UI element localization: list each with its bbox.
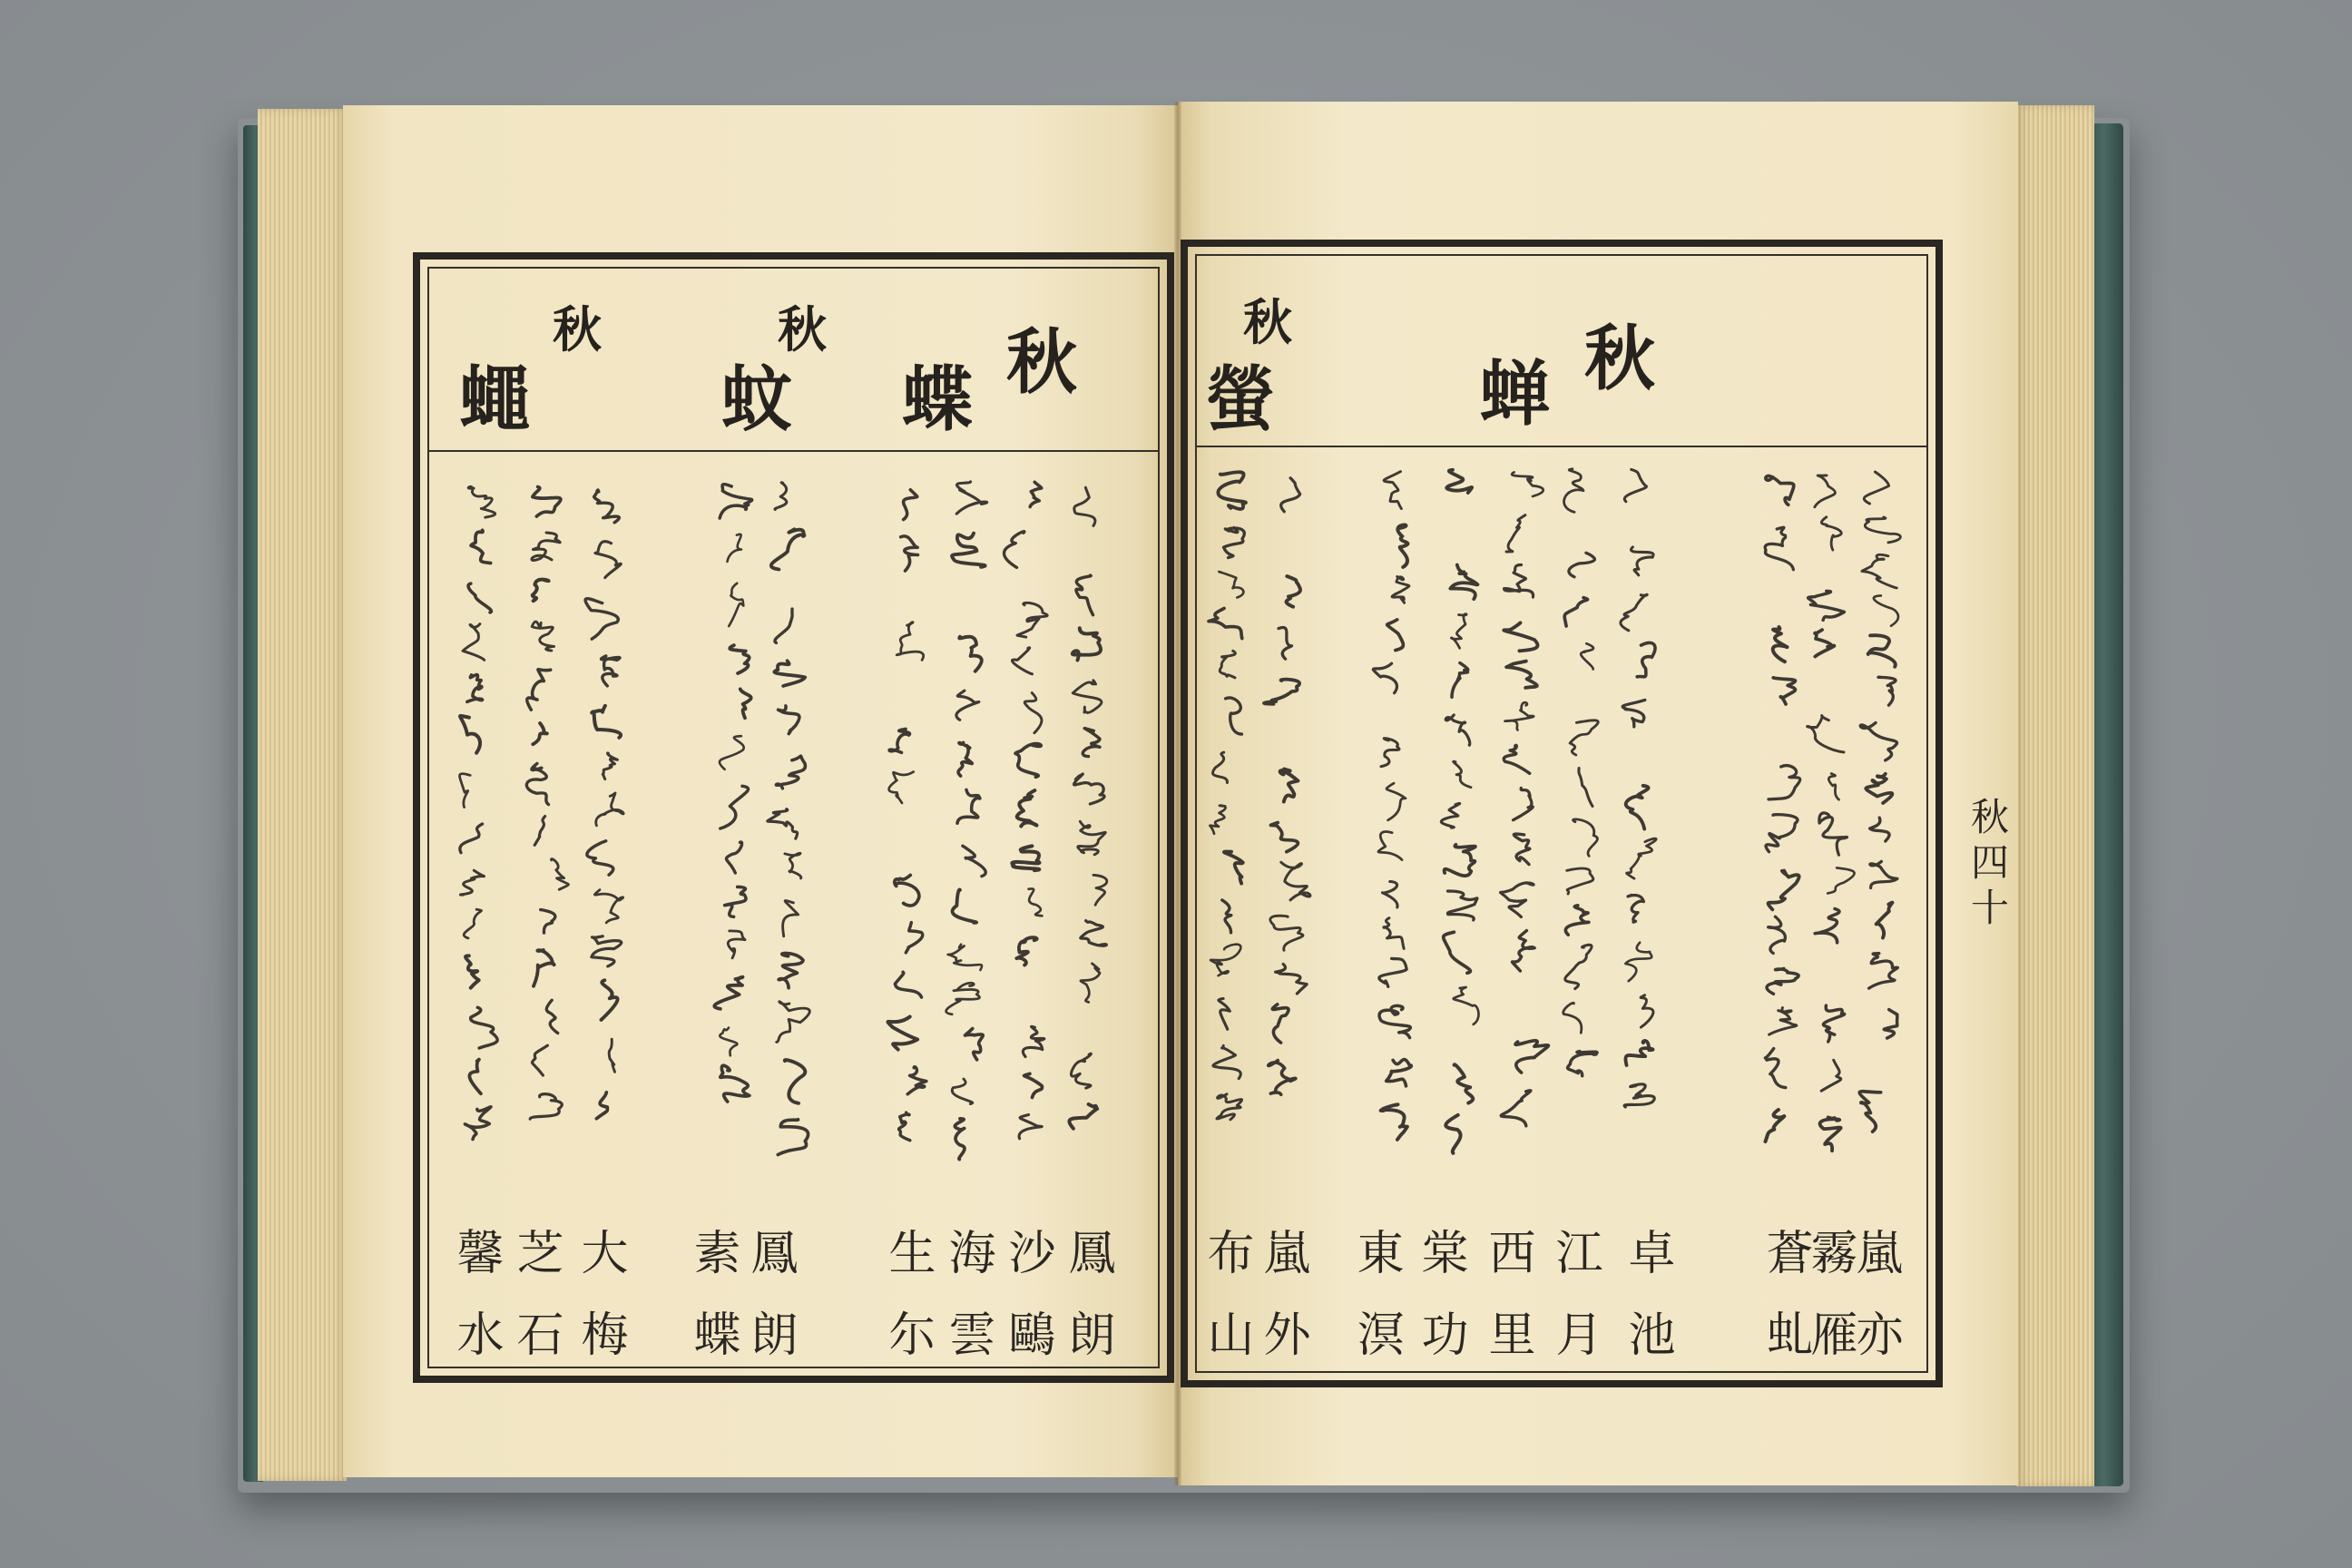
brush-stroke: [1447, 891, 1477, 920]
brush-stroke: [1500, 883, 1534, 917]
brush-stroke: [1808, 591, 1845, 620]
brush-stroke: [1505, 702, 1534, 730]
brush-stroke: [469, 1060, 480, 1094]
brush-stroke: [1454, 761, 1471, 788]
brush-stroke: [720, 736, 744, 769]
poet-name: 鳳朗: [1060, 1228, 1114, 1391]
brush-stroke: [595, 542, 621, 578]
brush-stroke: [1581, 643, 1593, 669]
brush-stroke: [1015, 744, 1041, 778]
brush-stroke: [526, 763, 548, 804]
brush-stroke: [783, 900, 799, 936]
brush-stroke: [1387, 620, 1404, 651]
brush-stroke: [774, 661, 805, 686]
brush-stroke: [1071, 1054, 1091, 1088]
brush-stroke: [467, 675, 483, 702]
brush-stroke: [532, 1045, 547, 1075]
brush-stroke: [1870, 861, 1897, 887]
brush-stroke: [1384, 918, 1404, 949]
brush-stroke: [602, 980, 618, 1020]
brush-stroke: [1819, 813, 1847, 855]
brush-stroke: [899, 1112, 910, 1141]
brush-stroke: [1445, 845, 1475, 876]
poem-line: [1563, 469, 1598, 1076]
brush-stroke: [1828, 867, 1854, 893]
brush-stroke: [1281, 478, 1300, 512]
brush-stroke: [965, 1029, 983, 1060]
brush-stroke: [546, 1000, 557, 1033]
brush-stroke: [1631, 547, 1653, 575]
brush-stroke: [594, 890, 622, 923]
brush-stroke: [1569, 553, 1595, 577]
poet-name: 鳳朗: [742, 1228, 797, 1391]
heading-season-char: 秋: [1583, 318, 1656, 400]
brush-stroke: [1444, 932, 1471, 973]
brush-stroke: [1515, 1041, 1548, 1073]
front-cover-edge: [2091, 123, 2123, 1486]
brush-stroke: [726, 842, 741, 873]
poem-line: [526, 487, 568, 1120]
brush-stroke: [1808, 716, 1844, 752]
brush-stroke: [725, 887, 746, 916]
brush-stroke: [1210, 945, 1240, 976]
brush-stroke: [1765, 527, 1793, 570]
brush-stroke: [1568, 1052, 1598, 1076]
brush-stroke: [1769, 766, 1800, 799]
poet-name: 布山: [1199, 1228, 1253, 1391]
brush-stroke: [1213, 1045, 1240, 1078]
page-margin-label: 秋四十: [1965, 797, 2010, 933]
brush-stroke: [959, 637, 982, 671]
brush-stroke: [1884, 1010, 1897, 1038]
heading-season-char: 秋: [1243, 293, 1292, 351]
brush-stroke: [603, 753, 617, 779]
brush-stroke: [771, 529, 805, 569]
brush-stroke: [1209, 608, 1242, 638]
brush-stroke: [1017, 603, 1047, 637]
poem-line: [460, 486, 498, 1139]
brush-stroke: [956, 691, 979, 720]
brush-stroke: [778, 1120, 808, 1155]
brush-stroke: [775, 609, 792, 642]
brush-stroke: [1016, 937, 1036, 965]
left-page-frame: [413, 252, 1174, 1391]
poet-name: 霧雁: [1802, 1228, 1857, 1391]
heading-fly: 蠅: [458, 358, 531, 441]
poem-line: [768, 483, 809, 1155]
brush-stroke: [533, 723, 547, 744]
brush-stroke: [471, 1007, 498, 1048]
brush-stroke: [533, 487, 561, 517]
brush-stroke: [776, 756, 805, 789]
brush-stroke: [1637, 642, 1655, 676]
brush-stroke: [1004, 532, 1024, 568]
brush-stroke: [1769, 916, 1786, 953]
brush-stroke: [1641, 995, 1653, 1027]
brush-stroke: [740, 689, 751, 718]
brush-stroke: [955, 1119, 965, 1160]
brush-stroke: [1379, 958, 1406, 986]
brush-stroke: [471, 530, 491, 563]
brush-stroke: [1869, 954, 1898, 988]
poet-name: 芝石: [508, 1228, 563, 1391]
brush-stroke: [1081, 964, 1100, 1003]
brush-stroke: [1821, 517, 1841, 550]
brush-stroke: [585, 599, 618, 640]
poem-line: [1004, 482, 1047, 1139]
brush-stroke: [1501, 1091, 1531, 1126]
poet-name: 沙鷗: [1000, 1228, 1054, 1391]
brush-stroke: [1224, 528, 1245, 558]
brush-stroke: [1083, 729, 1100, 757]
brush-stroke: [1076, 575, 1093, 615]
brush-stroke: [1625, 1041, 1652, 1065]
brush-stroke: [948, 945, 983, 970]
brush-stroke: [552, 859, 569, 890]
brush-stroke: [1820, 1117, 1841, 1151]
brush-stroke: [1264, 680, 1299, 704]
brush-stroke: [1384, 472, 1401, 509]
right-page-frame: [1181, 240, 1943, 1391]
brush-stroke: [1222, 900, 1231, 933]
brush-stroke: [1767, 968, 1798, 994]
brush-stroke: [1012, 648, 1032, 674]
poet-name: 棠功: [1413, 1228, 1467, 1391]
brush-stroke: [1210, 806, 1225, 834]
brush-stroke: [1773, 678, 1795, 704]
poem-line: [1621, 469, 1656, 1107]
brush-stroke: [1441, 803, 1459, 828]
brush-stroke: [1078, 821, 1106, 855]
brush-stroke: [1622, 700, 1645, 727]
brush-stroke: [1217, 1094, 1242, 1120]
brush-stroke: [1269, 1061, 1296, 1095]
brush-stroke: [777, 1002, 810, 1043]
brush-stroke: [468, 486, 495, 517]
poet-name: 素蝶: [685, 1228, 740, 1391]
brush-stroke: [460, 716, 480, 753]
brush-stroke: [1378, 832, 1402, 860]
brush-stroke: [1862, 554, 1896, 588]
brush-stroke: [1815, 475, 1836, 507]
brush-stroke: [1877, 903, 1893, 938]
brush-stroke: [1870, 818, 1890, 841]
brush-stroke: [609, 1039, 614, 1072]
brush-stroke: [907, 1067, 926, 1094]
brush-stroke: [1073, 628, 1101, 660]
brush-stroke: [463, 624, 485, 661]
brush-stroke: [1287, 576, 1301, 607]
brush-stroke: [527, 670, 551, 710]
brush-stroke: [1866, 774, 1892, 803]
brush-stroke: [1373, 663, 1396, 693]
page-stack-right: [2016, 105, 2094, 1486]
poem-line: [887, 490, 926, 1141]
brush-stroke: [1023, 1026, 1044, 1056]
poet-name: 馨水: [448, 1228, 503, 1391]
poet-name: 蒼虬: [1758, 1228, 1812, 1391]
brush-stroke: [1069, 1104, 1097, 1129]
brush-stroke: [466, 956, 479, 987]
poet-name: 東溟: [1348, 1228, 1403, 1391]
poem-columns-left: [420, 260, 1167, 1376]
brush-stroke: [1628, 895, 1643, 922]
brush-stroke: [1564, 598, 1587, 626]
brush-stroke: [541, 910, 555, 934]
brush-stroke: [1504, 622, 1537, 651]
heading-season-char: 秋: [1005, 321, 1078, 404]
brush-stroke: [1073, 774, 1104, 804]
brush-stroke: [1514, 788, 1534, 819]
poet-name: 海雲: [940, 1228, 995, 1391]
poem-line: [1373, 472, 1411, 1140]
brush-stroke: [1627, 838, 1657, 878]
brush-stroke: [720, 786, 749, 828]
page-stack-left: [258, 109, 347, 1481]
brush-stroke: [1563, 1003, 1582, 1033]
brush-stroke: [530, 1094, 562, 1119]
brush-stroke: [1012, 846, 1039, 870]
brush-stroke: [1379, 1005, 1410, 1037]
brush-stroke: [1859, 1092, 1881, 1132]
brush-stroke: [785, 853, 801, 878]
poem-line: [1808, 475, 1855, 1151]
heading-mosquito: 蚊: [720, 358, 793, 441]
heading-butterfly: 蝶: [901, 358, 974, 441]
brush-stroke: [720, 1028, 737, 1056]
poet-name: 大梅: [573, 1228, 627, 1391]
poet-name: 西里: [1480, 1228, 1534, 1391]
brush-stroke: [1276, 965, 1307, 995]
brush-stroke: [1766, 1110, 1785, 1142]
brush-stroke: [596, 793, 623, 826]
brush-stroke: [1382, 882, 1397, 907]
brush-stroke: [904, 490, 917, 520]
brush-stroke: [460, 870, 484, 895]
brush-stroke: [728, 534, 742, 562]
brush-stroke: [1579, 769, 1592, 807]
brush-stroke: [1212, 752, 1227, 782]
brush-stroke: [895, 972, 921, 997]
brush-stroke: [532, 622, 554, 651]
brush-stroke: [1504, 564, 1533, 597]
brush-stroke: [1392, 576, 1409, 603]
brush-stroke: [464, 909, 481, 938]
brush-stroke: [1272, 1004, 1289, 1043]
brush-stroke: [952, 534, 985, 567]
heading-season-char: 秋: [778, 300, 827, 358]
brush-stroke: [1506, 515, 1525, 552]
brush-stroke: [1218, 472, 1245, 509]
brush-stroke: [779, 706, 799, 734]
brush-stroke: [1280, 769, 1298, 802]
brush-stroke: [1387, 783, 1406, 820]
brush-stroke: [460, 824, 483, 853]
brush-stroke: [906, 923, 922, 953]
brush-stroke: [1220, 651, 1235, 678]
brush-stroke: [1093, 875, 1107, 905]
brush-stroke: [596, 1093, 607, 1119]
brush-stroke: [946, 983, 980, 1014]
poet-name: 嵐外: [1255, 1228, 1309, 1391]
brush-stroke: [957, 789, 980, 823]
brush-stroke: [1017, 790, 1037, 826]
brush-stroke: [534, 950, 554, 986]
brush-stroke: [601, 656, 619, 686]
poet-name: 江月: [1547, 1228, 1602, 1391]
poem-line: [585, 490, 623, 1119]
brush-stroke: [1226, 698, 1242, 734]
brush-stroke: [1512, 472, 1544, 496]
brush-stroke: [1625, 943, 1651, 982]
brush-stroke: [1219, 998, 1230, 1029]
brush-stroke: [1765, 1049, 1785, 1088]
brush-stroke: [956, 482, 986, 514]
brush-stroke: [1029, 888, 1043, 916]
brush-stroke: [1454, 987, 1479, 1024]
brush-stroke: [958, 742, 972, 776]
brush-stroke: [587, 841, 613, 875]
brush-stroke: [468, 583, 491, 612]
brush-stroke: [1279, 628, 1292, 660]
brush-stroke: [1024, 1073, 1043, 1097]
brush-stroke: [720, 1065, 750, 1102]
brush-stroke: [1565, 945, 1592, 988]
brush-stroke: [1387, 1060, 1412, 1086]
brush-stroke: [1768, 871, 1798, 910]
brush-stroke: [1874, 595, 1898, 625]
brush-stroke: [1564, 469, 1583, 513]
brush-stroke: [1565, 906, 1589, 935]
brush-stroke: [532, 533, 560, 560]
brush-stroke: [768, 809, 798, 839]
brush-stroke: [1455, 1064, 1474, 1102]
brush-stroke: [1815, 630, 1834, 657]
brush-stroke: [1073, 681, 1102, 713]
brush-stroke: [1506, 662, 1537, 688]
brush-stroke: [1766, 476, 1794, 505]
brush-stroke: [1019, 1115, 1042, 1139]
brush-stroke: [889, 772, 914, 803]
brush-stroke: [1513, 931, 1535, 971]
poem-line: [1859, 472, 1900, 1132]
brush-stroke: [1815, 909, 1839, 943]
brush-stroke: [1451, 614, 1466, 649]
brush-stroke: [1450, 565, 1477, 600]
brush-stroke: [1074, 487, 1095, 525]
brush-stroke: [534, 817, 544, 846]
brush-stroke: [1860, 723, 1896, 760]
brush-stroke: [1281, 862, 1310, 900]
poem-columns-right: [1188, 247, 1936, 1380]
brush-stroke: [1219, 572, 1243, 597]
brush-stroke: [775, 483, 787, 510]
brush-stroke: [1446, 470, 1472, 493]
poem-line: [1765, 476, 1800, 1142]
brush-stroke: [1573, 819, 1598, 857]
brush-stroke: [1397, 525, 1407, 567]
brush-stroke: [1452, 663, 1468, 698]
brush-stroke: [729, 583, 743, 626]
brush-stroke: [1030, 482, 1042, 506]
brush-stroke: [1878, 677, 1896, 705]
brush-stroke: [901, 536, 918, 571]
heading-firefly: 螢: [1204, 358, 1277, 441]
brush-stroke: [895, 875, 919, 906]
brush-stroke: [1270, 823, 1298, 852]
brush-stroke: [779, 953, 803, 987]
poem-line: [1264, 478, 1310, 1095]
brush-stroke: [714, 977, 742, 1009]
brush-stroke: [594, 490, 620, 523]
brush-stroke: [533, 580, 549, 602]
brush-stroke: [592, 936, 622, 966]
poem-line: [1441, 470, 1478, 1153]
brush-stroke: [1621, 594, 1647, 631]
brush-stroke: [952, 1079, 973, 1104]
poet-name: 卓池: [1620, 1228, 1674, 1391]
brush-stroke: [1270, 916, 1303, 950]
poem-line: [1209, 472, 1246, 1120]
brush-stroke: [1381, 739, 1399, 767]
brush-stroke: [465, 1107, 491, 1140]
brush-stroke: [953, 889, 977, 922]
brush-stroke: [889, 729, 909, 752]
brush-stroke: [963, 846, 985, 876]
brush-stroke: [1024, 693, 1042, 733]
brush-stroke: [1381, 1104, 1407, 1140]
brush-stroke: [1773, 627, 1788, 662]
brush-stroke: [1821, 1060, 1841, 1091]
heading-cicada: 蝉: [1478, 353, 1551, 436]
poem-line: [946, 482, 987, 1160]
brush-stroke: [1766, 815, 1798, 852]
poem-line: [1500, 472, 1548, 1125]
brush-stroke: [730, 645, 749, 673]
brush-stroke: [1446, 715, 1470, 745]
brush-stroke: [1224, 852, 1243, 884]
brush-stroke: [1823, 1005, 1844, 1042]
brush-stroke: [897, 622, 924, 661]
poem-line: [1069, 487, 1106, 1128]
brush-stroke: [1828, 774, 1838, 800]
brush-stroke: [1868, 635, 1896, 667]
brush-stroke: [1504, 745, 1529, 773]
poet-name: 嵐亦: [1847, 1228, 1902, 1391]
brush-stroke: [720, 485, 752, 518]
brush-stroke: [1864, 472, 1888, 504]
brush-stroke: [1769, 1008, 1797, 1035]
brush-stroke: [1514, 834, 1530, 865]
brush-stroke: [460, 774, 471, 808]
poet-name: 生尓: [880, 1228, 935, 1391]
brush-stroke: [1626, 786, 1649, 829]
brush-stroke: [592, 706, 621, 738]
brush-stroke: [1081, 921, 1107, 946]
brush-stroke: [1567, 868, 1593, 894]
heading-season-char: 秋: [553, 300, 602, 358]
brush-stroke: [887, 1017, 917, 1050]
brush-stroke: [1624, 469, 1646, 501]
brush-stroke: [1446, 1115, 1460, 1153]
brush-stroke: [1570, 720, 1598, 755]
poem-line: [714, 485, 751, 1102]
brush-stroke: [1865, 517, 1900, 543]
brush-stroke: [728, 931, 745, 958]
brush-stroke: [785, 1060, 806, 1103]
brush-stroke: [1624, 1084, 1654, 1107]
